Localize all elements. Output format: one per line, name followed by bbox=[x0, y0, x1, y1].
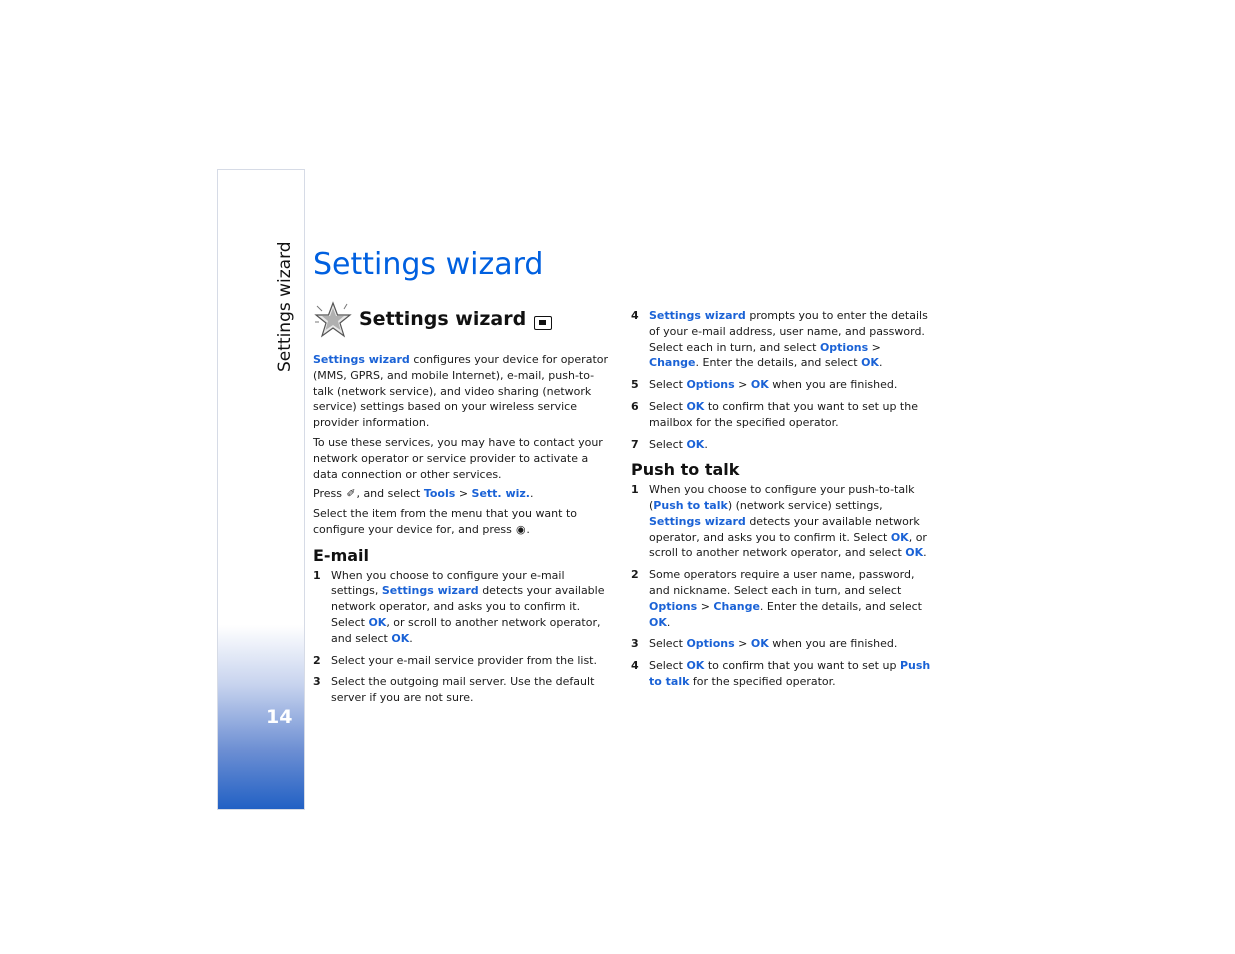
step-text: ) (network service) settings, bbox=[727, 498, 883, 512]
step-text: . Enter the details, and select bbox=[695, 356, 858, 370]
menu-key-icon: ✐ bbox=[346, 487, 356, 501]
page-title: Settings wizard bbox=[313, 247, 544, 282]
step-text: detects your available network operator, and asks you to confirm it. Select bbox=[331, 584, 605, 629]
period: . bbox=[409, 631, 413, 645]
step-number: 4 bbox=[631, 659, 639, 673]
period: . bbox=[526, 522, 530, 536]
step-number: 3 bbox=[631, 637, 639, 651]
options-link[interactable]: Options bbox=[686, 637, 735, 651]
step-text: Select bbox=[649, 399, 683, 413]
email-heading: E-mail bbox=[313, 545, 370, 565]
ok-link[interactable]: OK bbox=[368, 615, 387, 629]
step-text: to confirm that you want to set up the mailbox for the specified operator. bbox=[649, 399, 918, 429]
settings-wizard-link[interactable]: Settings wizard bbox=[381, 584, 479, 598]
step-text: Select bbox=[649, 437, 683, 451]
ok-link[interactable]: OK bbox=[861, 356, 879, 370]
step-text: for the specified operator. bbox=[692, 674, 836, 688]
step-text: Select bbox=[649, 659, 683, 673]
device-icon bbox=[534, 316, 552, 330]
period: . bbox=[704, 437, 708, 451]
select-key-icon: ◉ bbox=[516, 522, 526, 536]
press-paragraph bbox=[313, 486, 613, 502]
change-link[interactable]: Change bbox=[649, 356, 696, 370]
step-number: 6 bbox=[631, 399, 639, 413]
step-number: 7 bbox=[631, 437, 639, 451]
step-text: , or scroll to another network operator, and select bbox=[331, 615, 601, 645]
section-title: Settings wizard bbox=[359, 308, 527, 331]
options-link[interactable]: Options bbox=[649, 599, 698, 613]
step-number: 1 bbox=[313, 568, 321, 582]
press-mid-text: , and select bbox=[356, 487, 421, 501]
step-text: when you are finished. bbox=[772, 378, 898, 392]
select-item-text: Select the item from the menu that you want to configure your device for, and press bbox=[313, 507, 577, 536]
step-text: Select bbox=[649, 378, 683, 392]
press-text: Press bbox=[313, 487, 342, 501]
separator: > bbox=[738, 378, 748, 392]
list-item bbox=[631, 636, 934, 652]
step-text: detects your available network operator, and asks you to confirm it. Select bbox=[649, 514, 920, 544]
step-text: , or scroll to another network operator, and select bbox=[649, 530, 927, 560]
tools-link[interactable]: Tools bbox=[423, 487, 456, 501]
list-item bbox=[631, 567, 934, 630]
left-column bbox=[313, 300, 613, 712]
step-text: Select the outgoing mail server. Use the default server if you are not sure. bbox=[331, 675, 595, 705]
push-to-talk-heading: Push to talk bbox=[631, 460, 740, 480]
step-text: prompts you to enter the details of your e-mail address, user name, and password. Select each in turn, and select bbox=[649, 309, 928, 354]
separator: > bbox=[738, 637, 748, 651]
list-item bbox=[313, 674, 613, 706]
ok-link[interactable]: OK bbox=[905, 546, 924, 560]
step-number: 1 bbox=[631, 483, 639, 497]
ok-link[interactable]: OK bbox=[391, 631, 410, 645]
step-number: 2 bbox=[313, 653, 321, 667]
list-item bbox=[631, 377, 934, 393]
push-to-talk-link[interactable]: Push to talk bbox=[649, 659, 931, 688]
page-number: 14 bbox=[266, 706, 293, 728]
sidebar-title: Settings wizard bbox=[275, 241, 295, 372]
ok-link[interactable]: OK bbox=[686, 437, 705, 451]
period: . bbox=[666, 615, 671, 629]
ok-link[interactable]: OK bbox=[686, 399, 705, 413]
ok-link[interactable]: OK bbox=[649, 615, 667, 629]
push-to-talk-link[interactable]: Push to talk bbox=[653, 498, 728, 512]
options-link[interactable]: Options bbox=[686, 378, 735, 392]
right-column bbox=[631, 308, 934, 696]
intro-text: configures your device for operator (MMS, GPRS, and mobile Internet), e-mail, push-to-talk (network service), and video sharing (network service) settings based on your wireless service provider information. bbox=[313, 353, 609, 430]
step-text: When you choose to configure your e-mail settings, bbox=[331, 568, 565, 598]
step-text: Some operators require a user name, password, and nickname. Select each in turn, and select bbox=[649, 568, 915, 597]
step-number: 2 bbox=[631, 568, 639, 582]
step-text: When you choose to configure your push-to-talk ( bbox=[649, 483, 915, 512]
step-number: 5 bbox=[631, 378, 639, 392]
step-text: Select bbox=[649, 637, 683, 651]
ok-link[interactable]: OK bbox=[750, 637, 769, 651]
contact-paragraph: To use these services, you may have to contact your network operator or service provider to activate a data connection or other services. bbox=[313, 435, 603, 481]
list-item bbox=[313, 653, 613, 669]
email-steps-continued bbox=[631, 308, 934, 452]
separator: > bbox=[700, 599, 710, 613]
section-header bbox=[313, 300, 613, 340]
list-item bbox=[313, 568, 613, 647]
step-text: Select your e-mail service provider from the list. bbox=[331, 653, 597, 667]
step-text: to confirm that you want to set up bbox=[707, 659, 897, 673]
separator: > bbox=[458, 487, 469, 501]
list-item bbox=[631, 308, 934, 371]
settings-wizard-link[interactable]: Settings wizard bbox=[649, 309, 746, 322]
period: . bbox=[529, 487, 534, 501]
settings-wizard-link[interactable]: Settings wizard bbox=[313, 353, 410, 366]
ok-link[interactable]: OK bbox=[686, 659, 705, 673]
email-steps bbox=[313, 568, 613, 706]
change-link[interactable]: Change bbox=[713, 599, 760, 613]
list-item bbox=[631, 658, 934, 690]
settings-wizard-link[interactable]: Settings wizard bbox=[649, 514, 746, 528]
intro-paragraph bbox=[313, 352, 613, 431]
list-item bbox=[631, 482, 934, 561]
ok-link[interactable]: OK bbox=[750, 378, 769, 392]
step-text: when you are finished. bbox=[772, 637, 898, 651]
list-item bbox=[631, 399, 934, 431]
list-item bbox=[631, 437, 934, 453]
step-number: 3 bbox=[313, 675, 321, 689]
select-item-paragraph bbox=[313, 506, 613, 538]
period: . bbox=[878, 356, 883, 370]
ok-link[interactable]: OK bbox=[890, 530, 909, 544]
step-text: . Enter the details, and select bbox=[759, 599, 922, 613]
period: . bbox=[923, 546, 927, 560]
separator: > bbox=[871, 340, 881, 354]
sett-wiz-link[interactable]: Sett. wiz. bbox=[471, 487, 530, 501]
star-icon bbox=[313, 300, 353, 340]
push-to-talk-steps bbox=[631, 482, 934, 690]
options-link[interactable]: Options bbox=[819, 340, 869, 354]
step-number: 4 bbox=[631, 309, 639, 322]
